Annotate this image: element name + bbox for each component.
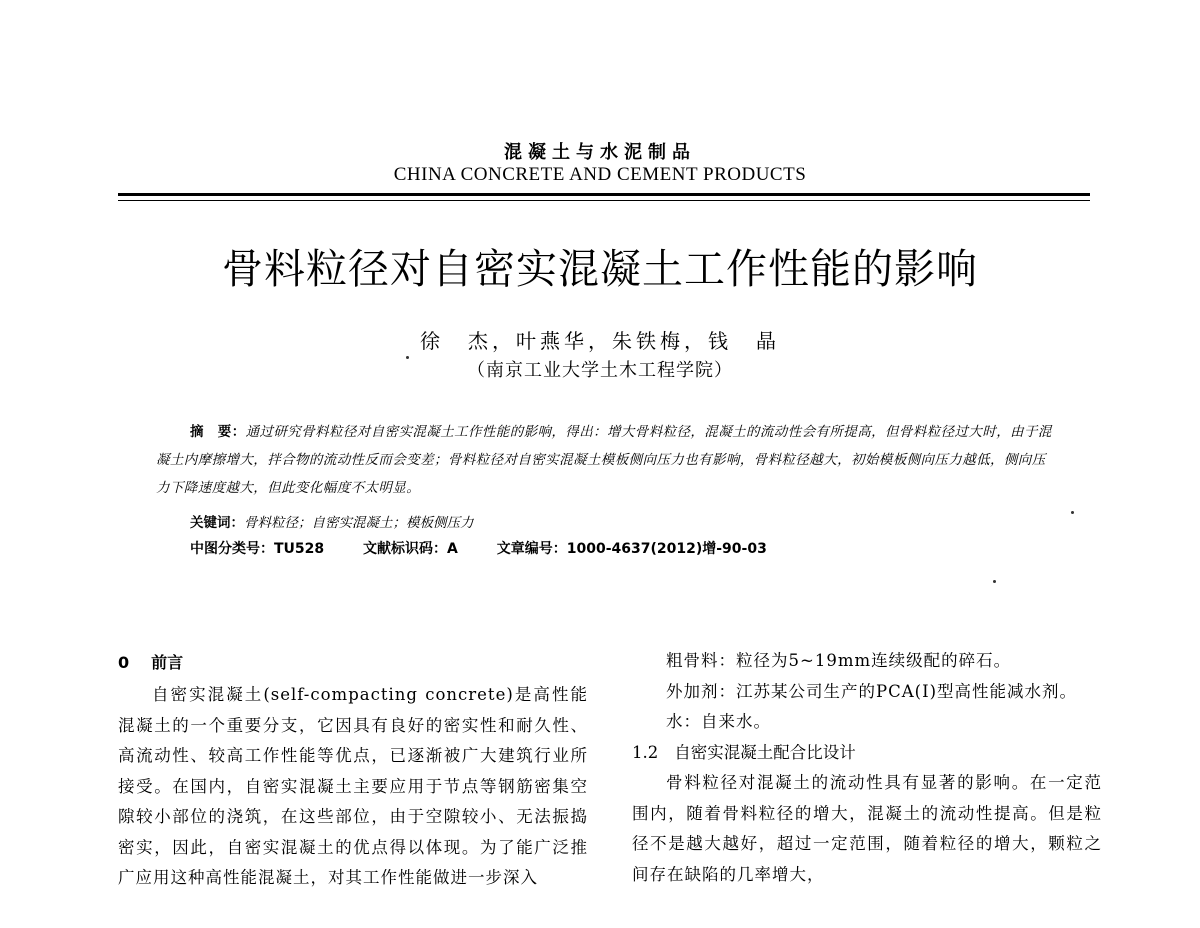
abstract-label: 摘 要：	[190, 424, 246, 440]
keywords	[190, 511, 474, 531]
scan-speck	[1071, 511, 1074, 514]
left-column	[118, 650, 588, 894]
right-column	[632, 646, 1102, 890]
paper-title: 骨料粒径对自密实混凝土工作性能的影响	[222, 245, 978, 293]
section-title: 前言	[151, 653, 184, 672]
keywords-text: 骨料粒径；自密实混凝土；模板侧压力	[244, 515, 474, 531]
section-number: 0	[118, 653, 130, 672]
scan-speck	[406, 356, 409, 359]
section-heading	[118, 650, 588, 680]
header-rule-thin	[118, 200, 1090, 201]
subsection-title: 自密实混凝土配合比设计	[674, 742, 856, 762]
keywords-label: 关键词：	[190, 515, 244, 531]
classification-line	[190, 538, 801, 558]
admixture-text: 外加剂：江苏某公司生产的PCA(Ⅰ)型高性能减水剂。	[666, 681, 1078, 701]
authors: 徐 杰，叶燕华，朱铁梅，钱 晶	[420, 329, 780, 353]
affiliation: （南京工业大学土木工程学院）	[467, 360, 733, 381]
abstract-text: 通过研究骨料粒径对自密实混凝土工作性能的影响，得出：增大骨料粒径，混凝土的流动性会有所提高，但骨料粒径过大时，由于混凝土内摩擦增大，拌合物的流动性反而会变差；骨料粒径对自密实混凝土模板侧向压力也有影响，骨料粒径越大，初始模板侧向压力越低，侧向压力下降速度越大，但此变化幅度不太明显。	[156, 424, 1052, 496]
clc-number: 中图分类号：TU528	[190, 541, 325, 557]
coarse-aggregate-text: 粗骨料：粒径为5~19mm连续级配的碎石。	[666, 651, 1012, 670]
article-number: 文章编号：1000-4637(2012)增-90-03	[496, 541, 767, 557]
abstract	[156, 418, 1056, 502]
subsection-heading	[632, 738, 1102, 769]
journal-name-en: CHINA CONCRETE AND CEMENT PRODUCTS	[393, 164, 807, 185]
scan-speck	[993, 580, 996, 583]
subsection-number: 1.2	[632, 742, 659, 762]
intro-paragraph: 自密实混凝土(self-compacting concrete)是高性能混凝土的一个重要分支，它因具有良好的密实性和耐久性、高流动性、较高工作性能等优点，已逐渐被广大建筑行业所接受。在国内，自密实混凝土主要应用于节点等钢筋密集空隙较小部位的浇筑，在这些部位，由于空隙较小、无法振捣密实，因此，自密实混凝土的优点得以体现。为了能广泛推广应用这种高性能混凝土，对其工作性能做进一步深入	[118, 685, 588, 887]
water-text: 水：自来水。	[666, 712, 771, 731]
header-rule-thick	[118, 193, 1090, 196]
document-code: 文献标识码：A	[363, 541, 458, 557]
journal-name-cn: 混凝土与水泥制品	[504, 142, 696, 163]
mix-design-paragraph: 骨料粒径对混凝土的流动性具有显著的影响。在一定范围内，随着骨料粒径的增大，混凝土的流动性提高。但是粒径不是越大越好，超过一定范围，随着粒径的增大，颗粒之间存在缺陷的几率增大，	[632, 773, 1102, 884]
